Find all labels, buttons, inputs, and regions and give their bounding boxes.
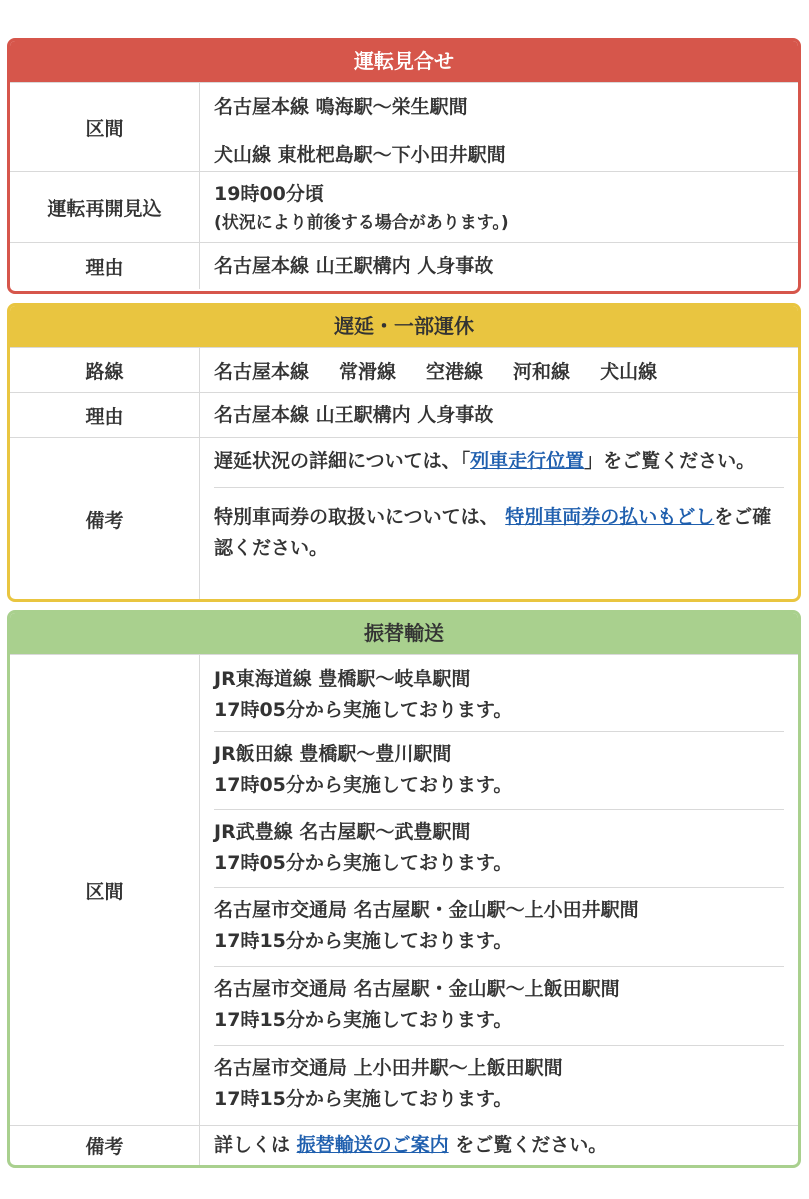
transfer-guide-link[interactable]: 振替輸送のご案内	[296, 1134, 449, 1156]
suspension-resume-label: 運転再開見込	[10, 172, 200, 242]
suspension-resume-time: 19時00分頃	[214, 182, 324, 205]
transfer-time: 17時05分から実施しております。	[214, 699, 513, 721]
suspension-panel	[7, 38, 801, 294]
route-item: 空港線	[426, 360, 484, 383]
transfer-note	[214, 1130, 784, 1161]
train-position-link[interactable]: 列車走行位置	[470, 450, 585, 472]
delay-note-2	[214, 488, 784, 564]
transfer-time: 17時05分から実施しております。	[214, 852, 513, 874]
transfer-panel	[7, 610, 801, 1168]
delay-note-1	[214, 446, 784, 487]
suspension-section-row	[10, 82, 798, 171]
transfer-route: JR飯田線 豊橋駅〜豊川駅間	[214, 743, 452, 765]
transfer-note-suffix: をご覧ください。	[448, 1134, 608, 1156]
suspension-section-label: 区間	[10, 83, 200, 171]
transfer-time: 17時15分から実施しております。	[214, 1009, 513, 1031]
transfer-route: 名古屋市交通局 名古屋駅・金山駅〜上飯田駅間	[214, 978, 620, 1000]
delay-notes-row	[10, 437, 798, 600]
transfer-notes-row	[10, 1125, 798, 1165]
delay-note-1-suffix: 」をご覧ください。	[584, 450, 756, 472]
transfer-route: JR武豊線 名古屋駅〜武豊駅間	[214, 821, 471, 843]
suspension-resume-note: (状況により前後する場合があります。)	[214, 212, 509, 233]
delay-note-2-text: 特別車両券の取扱いについては、	[214, 506, 506, 528]
delay-routes-label: 路線	[10, 348, 200, 392]
route-item: 犬山線	[600, 360, 658, 383]
transfer-item	[214, 660, 784, 731]
suspension-reason: 名古屋本線 山王駅構内 人身事故	[214, 254, 494, 277]
route-item: 常滑線	[339, 360, 397, 383]
delay-note-2-suffix: をご確認ください。	[214, 506, 772, 559]
suspension-section-1: 名古屋本線 鳴海駅〜栄生駅間	[214, 96, 468, 118]
route-item: 名古屋本線	[214, 360, 310, 383]
transfer-header: 振替輸送	[10, 613, 798, 654]
transfer-item	[214, 810, 784, 887]
delay-reason: 名古屋本線 山王駅構内 人身事故	[214, 403, 494, 426]
transfer-section-row	[10, 654, 798, 1125]
transfer-note-text: 詳しくは	[214, 1134, 297, 1156]
suspension-header: 運転見合せ	[10, 41, 798, 82]
delay-header: 遅延・一部運休	[10, 306, 798, 347]
route-item: 河和線	[513, 360, 571, 383]
delay-reason-row	[10, 392, 798, 437]
transfer-item	[214, 888, 784, 966]
transfer-route: 名古屋市交通局 名古屋駅・金山駅〜上小田井駅間	[214, 899, 639, 921]
transfer-time: 17時15分から実施しております。	[214, 1088, 513, 1110]
transfer-time: 17時05分から実施しております。	[214, 774, 513, 796]
transfer-time: 17時15分から実施しております。	[214, 930, 513, 952]
delay-reason-label: 理由	[10, 393, 200, 437]
transfer-item	[214, 967, 784, 1045]
suspension-reason-row	[10, 242, 798, 289]
delay-routes-row	[10, 347, 798, 392]
delay-panel	[7, 303, 801, 602]
transfer-route: 名古屋市交通局 上小田井駅〜上飯田駅間	[214, 1057, 563, 1079]
special-ticket-refund-link[interactable]: 特別車両券の払いもどし	[505, 506, 715, 528]
delay-notes-label: 備考	[10, 438, 200, 600]
delay-note-1-text: 遅延状況の詳細については、「	[214, 450, 471, 472]
transfer-section-label: 区間	[10, 655, 200, 1125]
transfer-item	[214, 732, 784, 809]
transfer-route: JR東海道線 豊橋駅〜岐阜駅間	[214, 668, 471, 690]
suspension-resume-row	[10, 171, 798, 242]
transfer-notes-label: 備考	[10, 1126, 200, 1165]
suspension-section-2: 犬山線 東枇杷島駅〜下小田井駅間	[214, 144, 506, 166]
transfer-item	[214, 1046, 784, 1120]
suspension-reason-label: 理由	[10, 243, 200, 289]
